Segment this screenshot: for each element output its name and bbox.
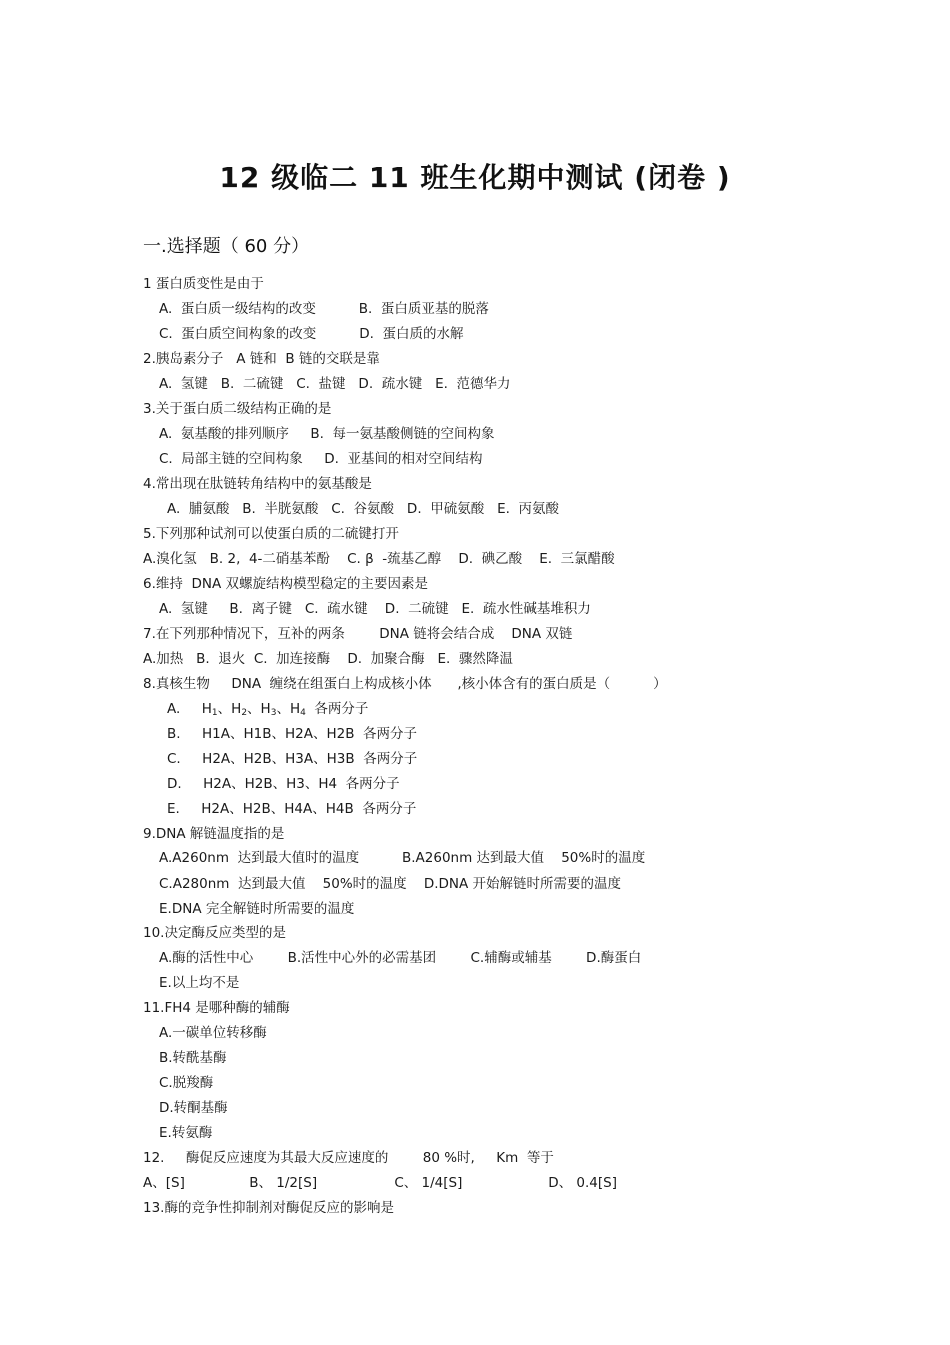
question-10-stem: 10.决定酶反应类型的是 bbox=[143, 925, 286, 941]
question-11-option-a: A.一碳单位转移酶 bbox=[159, 1025, 267, 1041]
question-8-option-b: B. H1A、H1B、H2A、H2B 各两分子 bbox=[167, 726, 418, 742]
question-8-option-c: C. H2A、H2B、H3A、H3B 各两分子 bbox=[167, 751, 418, 767]
question-1-options-line-2: C. 蛋白质空间构象的改变 D. 蛋白质的水解 bbox=[159, 326, 464, 342]
question-6-stem: 6.维持 DNA 双螺旋结构模型稳定的主要因素是 bbox=[143, 576, 428, 592]
question-12-options: A、[S] B、 1/2[S] C、 1/4[S] D、 0.4[S] bbox=[143, 1175, 617, 1191]
question-11-option-b: B.转酰基酶 bbox=[159, 1050, 227, 1066]
question-10-options-line-1: A.酶的活性中心 B.活性中心外的必需基团 C.辅酶或辅基 D.酶蛋白 bbox=[159, 950, 642, 966]
page-title: 12 级临二 11 班生化期中测试 (闭卷 ) bbox=[219, 161, 731, 194]
question-2-stem: 2.胰岛素分子 A 链和 B 链的交联是靠 bbox=[143, 351, 380, 367]
question-1-stem: 1 蛋白质变性是由于 bbox=[143, 276, 264, 292]
question-8-option-d: D. H2A、H2B、H3、H4 各两分子 bbox=[167, 776, 400, 792]
question-10-options-line-2: E.以上均不是 bbox=[159, 975, 240, 991]
question-1-options-line-1: A. 蛋白质一级结构的改变 B. 蛋白质亚基的脱落 bbox=[159, 301, 489, 317]
question-9-options-line-1: A.A260nm 达到最大值时的温度 B.A260nm 达到最大值 50%时的温度 bbox=[159, 850, 646, 866]
question-9-options-line-2: C.A280nm 达到最大值 50%时的温度 D.DNA 开始解链时所需要的温度 bbox=[159, 876, 622, 892]
question-5-options: A.溴化氢 B. 2, 4-二硝基苯酚 C. β -巯基乙醇 D. 碘乙酸 E. 三氯醋酸 bbox=[143, 551, 615, 567]
question-8-option-a: A. $H_1$、$H_2$、$H_3$、$H_4$ 各两分子 bbox=[167, 701, 369, 718]
question-11-option-c: C.脱羧酶 bbox=[159, 1075, 214, 1091]
question-9-options-line-3: E.DNA 完全解链时所需要的温度 bbox=[159, 901, 355, 917]
question-8-stem: 8.真核生物 DNA 缠绕在组蛋白上构成核小体 ,核小体含有的蛋白质是（ ） bbox=[143, 676, 667, 692]
question-4-options: A. 脯氨酸 B. 半胱氨酸 C. 谷氨酸 D. 甲硫氨酸 E. 丙氨酸 bbox=[167, 501, 559, 517]
section-heading: 一.选择题（ 60 分） bbox=[143, 236, 310, 257]
question-7-stem: 7.在下列那种情况下，互补的两条 DNA 链将会结合成 DNA 双链 bbox=[143, 626, 573, 642]
question-3-options-line-2: C. 局部主链的空间构象 D. 亚基间的相对空间结构 bbox=[159, 451, 483, 467]
question-11-option-d: D.转酮基酶 bbox=[159, 1100, 228, 1116]
question-3-options-line-1: A. 氨基酸的排列顺序 B. 每一氨基酸侧链的空间构象 bbox=[159, 426, 495, 442]
question-11-stem: 11.FH4 是哪种酶的辅酶 bbox=[143, 1000, 290, 1016]
option-letter: A. bbox=[167, 701, 181, 717]
question-2-options: A. 氢键 B. 二硫键 C. 盐键 D. 疏水键 E. 范德华力 bbox=[159, 376, 511, 392]
question-8-option-e: E. H2A、H2B、H4A、H4B 各两分子 bbox=[167, 801, 417, 817]
question-11-option-e: E.转氨酶 bbox=[159, 1125, 213, 1141]
question-3-stem: 3.关于蛋白质二级结构正确的是 bbox=[143, 401, 332, 417]
question-9-stem: 9.DNA 解链温度指的是 bbox=[143, 826, 285, 842]
question-5-stem: 5.下列那种试剂可以使蛋白质的二硫键打开 bbox=[143, 526, 399, 542]
question-4-stem: 4.常出现在肽链转角结构中的氨基酸是 bbox=[143, 476, 372, 492]
question-12-stem: 12. 酶促反应速度为其最大反应速度的 80 %时, Km 等于 bbox=[143, 1150, 554, 1166]
question-7-options: A.加热 B. 退火 C. 加连接酶 D. 加聚合酶 E. 骤然降温 bbox=[143, 651, 513, 667]
question-13-stem: 13.酶的竞争性抑制剂对酶促反应的影响是 bbox=[143, 1200, 394, 1216]
question-6-options: A. 氢键 B. 离子键 C. 疏水键 D. 二硫键 E. 疏水性碱基堆积力 bbox=[159, 601, 591, 617]
